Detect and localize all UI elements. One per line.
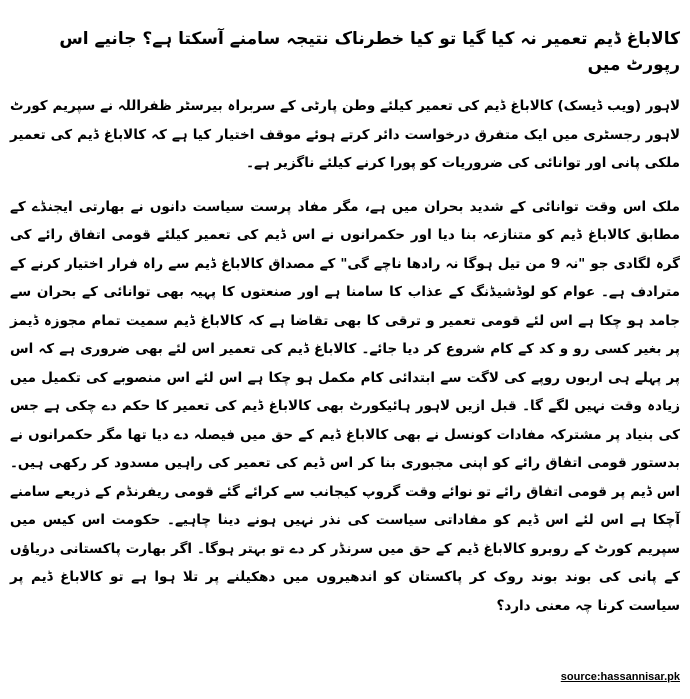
source-credit: source:hassannisar.pk	[560, 671, 680, 683]
article-paragraph-1: لاہور (ویب ڈیسک) کالاباغ ڈیم کی تعمیر کیلئے وطن پارٹی کے سربراہ بیرسٹر ظفراللہ نے سپریم کورٹ لاہور رجسٹری میں ایک متفرق درخواست دائر کرتے ہوئے موقف اختیار کیا ہے کہ کالاباغ ڈیم کی تعمیر ملکی پانی اور توانائی کی ضروریات کو پورا کرنے کیلئے ناگزیر ہے۔	[10, 98, 680, 171]
article-headline: کالاباغ ڈیم تعمیر نہ کیا گیا تو کیا خطرناک نتیجہ سامنے آسکتا ہے؟ جانیے اس رپورٹ میں	[59, 29, 680, 75]
article-paragraph-2: ملک اس وقت توانائی کے شدید بحران میں ہے، مگر مفاد پرست سیاست دانوں نے بھارتی ایجنڈے کے مطابق کالاباغ ڈیم کو متنازعہ بنا دیا اور حکمرانوں نے اس ڈیم کی تعمیر کیلئے قومی اتفاق رائے کی گرہ لگادی جو "نہ 9 من تیل ہوگا نہ رادھا ناچے گی" کے مصداق کالاباغ ڈیم سے راہ فرار اختیار کرنے کے مترادف ہے۔ عوام کو لوڈشیڈنگ کے عذاب کا سامنا ہے اور صنعتوں کا پہیہ بھی توانائی کے بحران سے جامد ہو چکا ہے اس لئے قومی تعمیر و ترقی کا بھی تقاضا ہے کہ کالاباغ ڈیم سمیت تمام مجوزہ ڈیمز پر بغیر کسی رو و کد کے کام شروع کر دیا جائے۔ کالاباغ ڈیم کی تعمیر اس لئے بھی ضروری ہے کہ اس پر پہلے ہی اربوں روپے کی لاگت سے ابتدائی کام مکمل ہو چکا ہے اس لئے اس منصوبے کی تکمیل میں زیادہ وقت نہیں لگے گا۔ قبل ازیں لاہور ہائیکورٹ بھی کالاباغ ڈیم کی تعمیر کا حکم دے چکی ہے جس کی بنیاد پر مشترکہ مفادات کونسل نے بھی کالاباغ ڈیم کے حق میں فیصلہ دے دیا تھا مگر حکمرانوں نے بدستور قومی اتفاق رائے کو اپنی مجبوری بنا کر اس ڈیم کی تعمیر کی راہیں مسدود کر رکھی ہیں۔ اس ڈیم پر قومی اتفاق رائے تو نوائے وقت گروپ کیجانب سے کرائے گئے قومی ریفرنڈم کے ذریعے سامنے آچکا ہے اس لئے اس ڈیم کو مفاداتی سیاست کی نذر نہیں ہونے دینا چاہیے۔ حکومت اس کیس میں سپریم کورٹ کے روبرو کالاباغ ڈیم کے حق میں سرنڈر کر دے تو بہتر ہوگا۔ اگر بھارت پاکستانی دریاؤں کے پانی کی بوند بوند روک کر پاکستان کو اندھیروں میں دھکیلنے پر تلا ہوا ہے تو کالاباغ ڈیم پر سیاست کرنا چہ معنی دارد؟	[10, 198, 680, 614]
article-page	[10, 10, 680, 689]
